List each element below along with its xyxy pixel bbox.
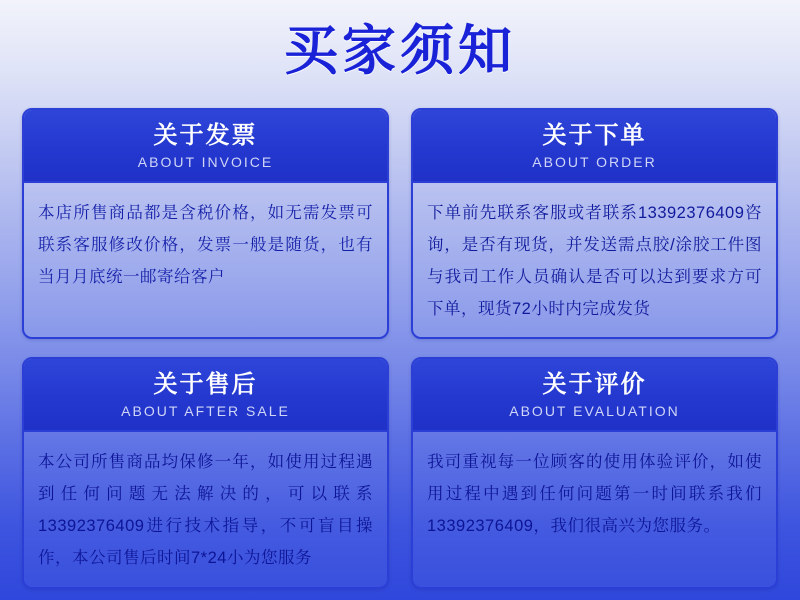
notice-card-invoice [22,108,389,339]
notice-card-grid [22,108,778,589]
notice-card-evaluation [411,357,778,588]
notice-card-title-cn: 关于售后 [153,371,258,399]
notice-card-body [24,432,387,587]
notice-card-title-cn: 关于发票 [153,122,258,149]
notice-card-title-en: ABOUT INVOICE [137,153,274,170]
notice-card-body [413,183,776,338]
notice-card-header [413,110,776,183]
notice-card-text: 我司重视每一位顾客的使用体验评价，如使用过程中遇到任何问题第一时间联系我们13392376409，我们很高兴为您服务。 [427,452,762,536]
notice-card-title-cn: 关于评价 [542,371,647,399]
notice-card-after-sale [22,357,389,588]
notice-card-body [413,432,776,564]
notice-card-text: 本公司所售商品均保修一年，如使用过程遇到任何问题无法解决的，可以联系13392376409进行技术指导，不可盲目操作，本公司售后时间7*24小为您服务 [38,452,373,568]
notice-card-header [413,359,776,432]
notice-card-title-en: ABOUT AFTER SALE [121,403,290,420]
notice-card-header [24,359,387,432]
notice-card-text: 本店所售商品都是含税价格，如无需发票可联系客服修改价格，发票一般是随货，也有当月月底统一邮寄给客户 [38,203,373,286]
notice-card-title-en: ABOUT ORDER [532,153,657,170]
notice-card-text: 下单前先联系客服或者联系13392376409咨询，是否有现货，并发送需点胶/涂胶工件图与我司工作人员确认是否可以达到要求方可下单，现货72小时内完成发货 [427,203,762,319]
notice-card-title-en: ABOUT EVALUATION [509,403,680,420]
notice-card-title-cn: 关于下单 [542,122,647,149]
notice-card-body [24,183,387,309]
notice-card-header [24,110,387,183]
notice-card-order [411,108,778,339]
page-title: 买家须知 [284,21,516,81]
